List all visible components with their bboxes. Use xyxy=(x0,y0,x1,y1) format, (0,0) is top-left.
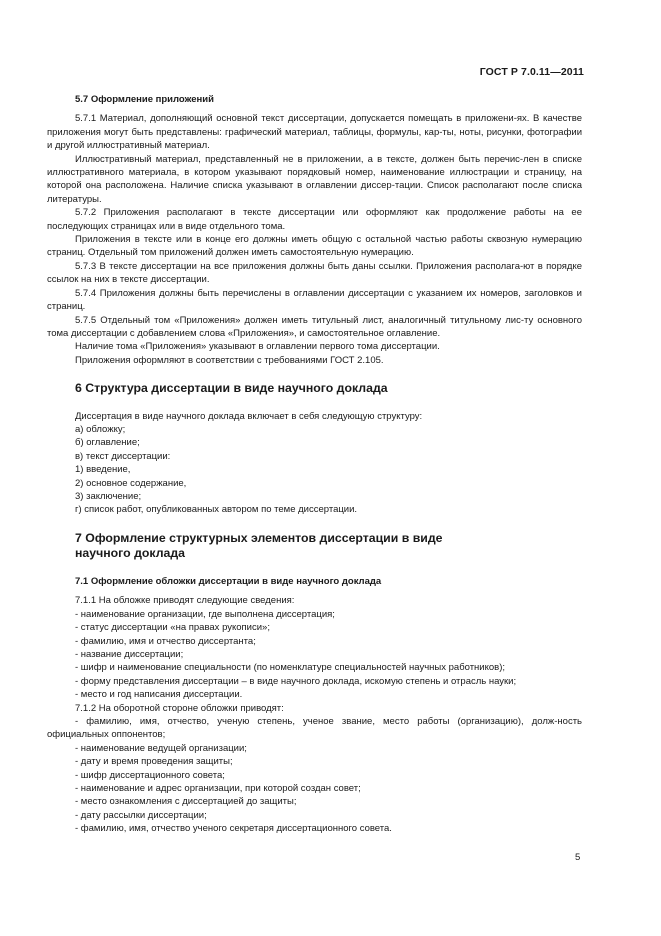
paragraph: Приложения оформляют в соответствии с требованиями ГОСТ 2.105. xyxy=(75,354,384,366)
paragraph: 5.7.5 Отдельный том «Приложения» должен иметь титульный лист, аналогичный титульному лис-ту основного тома диссертации с добавлением слова «Приложения», и самостоятельное оглавление. xyxy=(47,314,582,339)
list-item: - дату рассылки диссертации; xyxy=(75,809,207,821)
list-item: - форму представления диссертации – в виде научного доклада, искомую степень и отрасль науки; xyxy=(75,675,517,687)
list-item: а) обложку; xyxy=(75,424,126,436)
paragraph: 5.7.3 В тексте диссертации на все приложения должны быть даны ссылки. Приложения располага-ют в порядке ссылок на них в тексте диссертации. xyxy=(47,260,582,286)
page-number: 5 xyxy=(575,852,581,863)
list-item: - наименование организации, где выполнена диссертация; xyxy=(75,608,335,620)
list-item: - название диссертации; xyxy=(75,648,184,660)
list-item: б) оглавление; xyxy=(75,437,140,449)
section-7-title xyxy=(47,531,582,562)
list-item: - фамилию, имя и отчество диссертанта; xyxy=(75,635,256,647)
list-item: 2) основное содержание, xyxy=(75,477,187,489)
paragraph: 5.7.4 Приложения должны быть перечислены в оглавлении диссертации с указанием их номеров, заголовков и страниц. xyxy=(47,287,582,313)
list-item: - место и год написания диссертации. xyxy=(75,689,243,701)
list-item: - статус диссертации «на правах рукописи»; xyxy=(75,622,270,634)
list-item: - наименование ведущей организации; xyxy=(75,742,247,754)
list-item: 3) заключение; xyxy=(75,491,142,503)
paragraph: 5.7.2 Приложения располагают в тексте диссертации или оформляют как продолжение работы на ее последующих страницах или в виде отдельного тома. xyxy=(47,207,582,232)
document-body xyxy=(47,93,582,836)
list-item: 1) введение, xyxy=(75,464,131,476)
section-6-title: 6 Структура диссертации в виде научного доклада xyxy=(75,381,388,396)
list-item: - фамилию, имя, отчество, ученую степень, ученое звание, место работы (организацию), долж-ность официальных оппонентов; xyxy=(47,715,582,741)
paragraph: Диссертация в виде научного доклада включает в себя следующую структуру: xyxy=(75,410,423,422)
list-item: г) список работ, опубликованных автором по теме диссертации. xyxy=(75,504,358,516)
paragraph: Приложения в тексте или в конце его должны иметь общую с остальной частью работы сквозную нумерацию страниц. Отдельный том приложений должен иметь самостоятельную нумерацию. xyxy=(47,234,582,259)
list-item: - шифр и наименование специальности (по номенклатуре специальностей научных работников); xyxy=(75,662,506,674)
paragraph: 7.1.2 На оборотной стороне обложки приводят: xyxy=(75,702,284,714)
list-item: - дату и время проведения защиты; xyxy=(75,756,233,768)
paragraph: 5.7.1 Материал, дополняющий основной текст диссертации, допускается помещать в приложени-ях. В качестве приложения могут быть представлены: графический материал, таблицы, формулы, кар-ты, ноты, рисунки, фотографии и другой иллюстративный материал. xyxy=(47,113,582,152)
paragraph: Наличие тома «Приложения» указывают в оглавлении первого тома диссертации. xyxy=(75,341,440,353)
paragraph: Иллюстративный материал, представленный не в приложении, а в тексте, должен быть перечис-лен в списке иллюстративного материала, в котором указывают порядковый номер, наименование иллюстрации и страницу, на которой она расположена. Наличие списка указывают в оглавлении диссер-тации. Список располагают после списка литературы. xyxy=(47,153,582,205)
list-item: - фамилию, имя, отчество ученого секретаря диссертационного совета. xyxy=(75,823,392,835)
section-7-1-title: 7.1 Оформление обложки диссертации в виде научного доклада xyxy=(75,575,382,587)
list-item: - шифр диссертационного совета; xyxy=(75,769,225,781)
section-5-7-title: 5.7 Оформление приложений xyxy=(75,94,214,105)
standard-header: ГОСТ Р 7.0.11—2011 xyxy=(479,66,584,78)
list-item: в) текст диссертации: xyxy=(75,450,171,462)
list-item: - наименование и адрес организации, при которой создан совет; xyxy=(75,782,361,794)
section-7-title-line2: научного доклада xyxy=(75,546,185,561)
list-item: - место ознакомления с диссертацией до защиты; xyxy=(75,796,297,808)
paragraph: 7.1.1 На обложке приводят следующие сведения: xyxy=(75,595,295,607)
section-7-title-line1: 7 Оформление структурных элементов диссертации в виде xyxy=(75,530,443,545)
